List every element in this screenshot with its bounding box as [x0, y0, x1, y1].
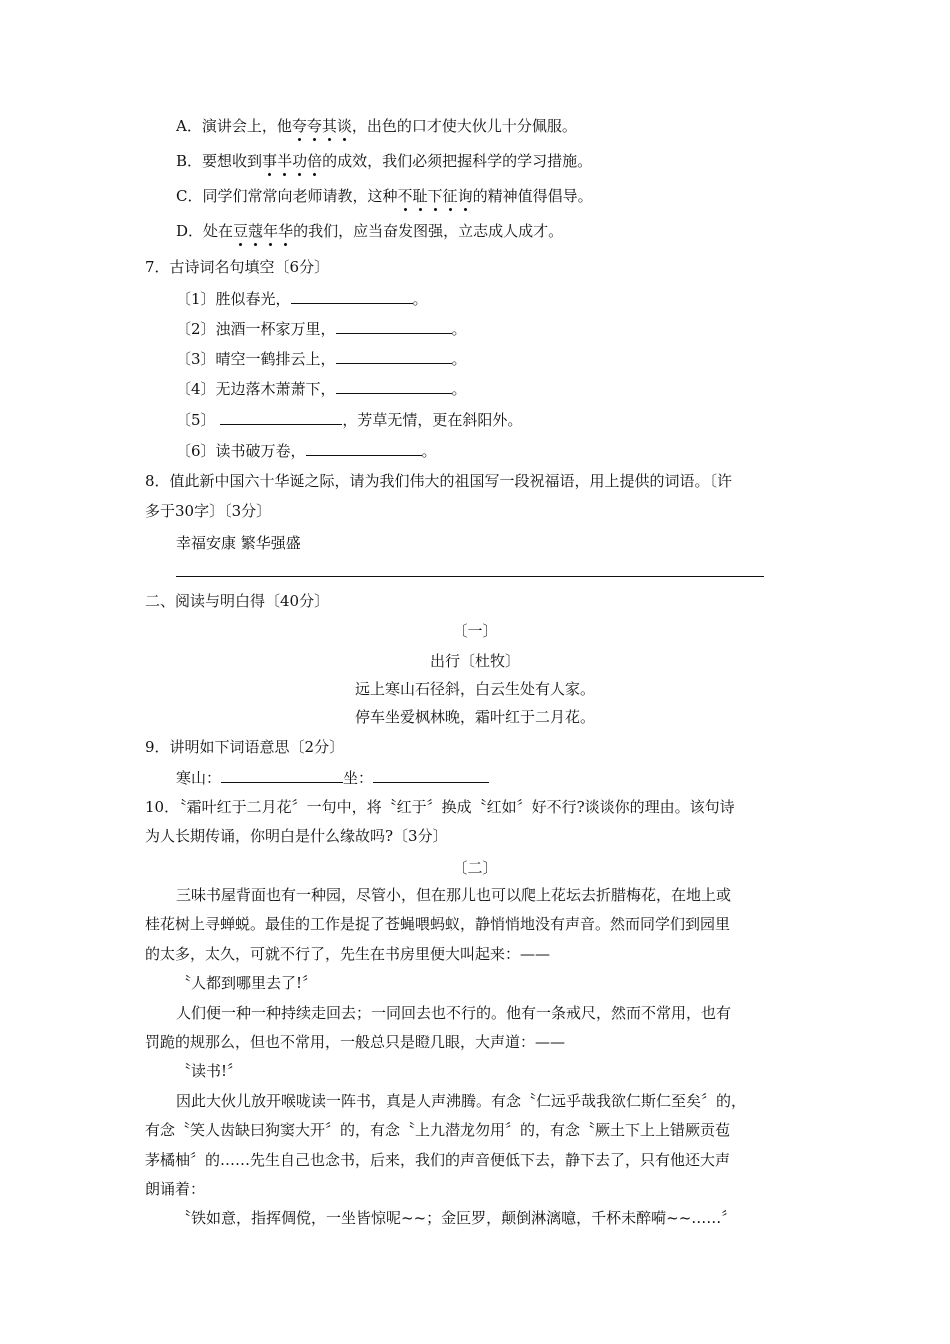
emphasis-char: 其	[321, 117, 337, 135]
answer-blank[interactable]	[220, 408, 342, 425]
q10-line-1: 10．〝霜叶红于二月花〞一句中，将〝红于〞换成〝红如〞好不行?谈谈你的理由。该句诗	[145, 798, 735, 816]
emphasis-char: 功	[292, 152, 308, 170]
emphasis-char: 夸	[306, 117, 322, 135]
q8-line-2: 多于30字〕〔3分〕	[145, 502, 272, 520]
dotted-phrase	[233, 222, 293, 240]
poem-title: 出行〔杜牧〕	[429, 652, 520, 670]
passage-line: 因此大伙儿放开喉咙读一阵书，真是人声沸腾。有念〝仁远乎哉我欲仁斯仁至矣〞的，	[176, 1092, 747, 1110]
q9-title: 9．讲明如下词语意思〔2分〕	[145, 738, 345, 756]
q10-line-2: 为人长期传诵，你明白是什么缘故吗?〔3分〕	[145, 827, 448, 845]
emphasis-char: 下	[427, 187, 443, 205]
answer-blank[interactable]	[306, 439, 422, 456]
answer-line[interactable]	[176, 576, 764, 577]
passage-line: 茅橘柚〞的……先生自己也念书，后来，我们的声音便低下去，静下去了，只有他还大声	[145, 1151, 731, 1169]
emphasis-char: 年	[263, 222, 279, 240]
answer-blank[interactable]	[291, 287, 413, 304]
answer-blank[interactable]	[336, 317, 452, 334]
q7-item-3: 〔3〕晴空一鹤排云上， 。	[176, 347, 467, 370]
passage-line: 人们便一种一种持续走回去；一同回去也不行的。他有一条戒尺，然而不常用，也有	[176, 1004, 732, 1022]
emphasis-char: 华	[278, 222, 294, 240]
passage-line: 〝铁如意，指挥倜傥，一坐皆惊呢~~；金叵罗，颠倒淋漓噫，千杯未醉嗬~~……〞	[176, 1209, 737, 1227]
part-2-heading: 〔二〕	[452, 859, 498, 877]
q8-line-1: 8．值此新中国六十华诞之际，请为我们伟大的祖国写一段祝福语，用上提供的词语。〔许	[145, 472, 733, 490]
emphasis-char: 询	[457, 187, 473, 205]
q9-terms: 寒山： 坐：	[176, 766, 489, 789]
emphasis-char: 谈	[336, 117, 352, 135]
passage-line: 的太多，太久，可就不行了，先生在书房里便大叫起来：——	[145, 945, 551, 963]
emphasis-char: 蔻	[248, 222, 264, 240]
emphasis-char: 半	[277, 152, 293, 170]
q7-item-6: 〔6〕读书破万卷， 。	[176, 439, 437, 462]
q6-option-a: A．演讲会上，他夸夸其谈，出色的口才使大伙儿十分佩服。	[176, 117, 577, 135]
passage-line: 有念〝笑人齿缺曰狗窦大开〞的，有念〝上九潜龙勿用〞的，有念〝厥土下上上错厥贡苞	[145, 1121, 731, 1139]
emphasis-char: 不	[397, 187, 413, 205]
answer-blank[interactable]	[373, 766, 489, 783]
answer-blank[interactable]	[336, 377, 452, 394]
q6-option-c: C．同学们常常向老师请教，这种不耻下征询的精神值得倡导。	[176, 187, 593, 205]
q7-item-4: 〔4〕无边落木萧萧下， 。	[176, 377, 467, 400]
q7-item-2: 〔2〕浊酒一杯家万里， 。	[176, 317, 467, 340]
passage-line: 桂花树上寻蝉蜕。最佳的工作是捉了苍蝇喂蚂蚁，静悄悄地没有声音。然而同学们到园里	[145, 915, 731, 933]
q6-option-d: D．处在豆蔻年华的我们，应当奋发图强，立志成人成才。	[176, 222, 564, 240]
q6-option-b: B．要想收到事半功倍的成效，我们必须把握科学的学习措施。	[176, 152, 593, 170]
answer-blank[interactable]	[336, 347, 452, 364]
passage-line: 〝读书!〞	[176, 1062, 243, 1080]
passage-line: 罚跪的规那么，但也不常用，一般总只是瞪几眼，大声道：——	[145, 1033, 566, 1051]
emphasis-char: 事	[262, 152, 278, 170]
emphasis-char: 耻	[412, 187, 428, 205]
emphasis-char: 征	[442, 187, 458, 205]
poem-line-2: 停车坐爱枫林晚，霜叶红于二月花。	[354, 708, 595, 726]
poem-line-1: 远上寒山石径斜，白云生处有人家。	[354, 680, 595, 698]
emphasis-char: 倍	[307, 152, 323, 170]
part-1-heading: 〔一〕	[452, 622, 498, 640]
dotted-phrase	[262, 152, 322, 170]
passage-line: 朗诵着：	[145, 1180, 206, 1198]
emphasis-char: 豆	[233, 222, 249, 240]
emphasis-char: 夸	[291, 117, 307, 135]
dotted-phrase	[292, 117, 352, 135]
q7-title: 7．古诗词名句填空〔6分〕	[145, 258, 330, 276]
answer-blank[interactable]	[221, 766, 343, 783]
section-2-title: 二、阅读与明白得〔40分〕	[145, 592, 330, 610]
passage-line: 〝人都到哪里去了!〞	[176, 974, 318, 992]
q7-item-5: 〔5〕 ，芳草无情，更在斜阳外。	[176, 408, 522, 431]
q7-item-1: 〔1〕胜似春光， 。	[176, 287, 428, 310]
passage-line: 三味书屋背面也有一种园，尽管小，但在那儿也可以爬上花坛去折腊梅花，在地上或	[176, 886, 732, 904]
dotted-phrase	[398, 187, 473, 205]
q8-words: 幸福安康 繁华强盛	[176, 534, 301, 552]
